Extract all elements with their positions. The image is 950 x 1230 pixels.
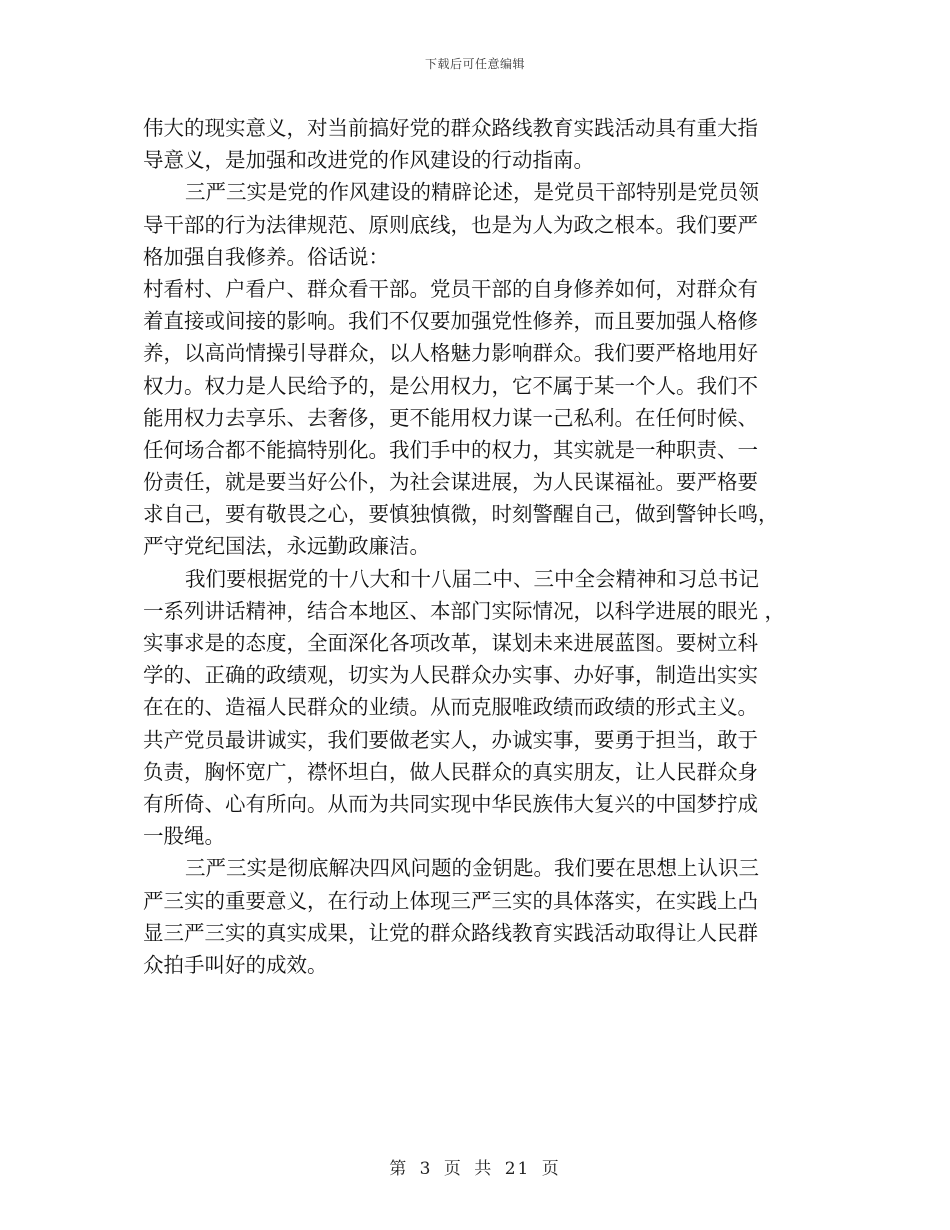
text-line: 有所倚、心有所向。从而为共同实现中华民族伟大复兴的中国梦拧成 <box>143 791 758 816</box>
text-line: 格加强自我修养。俗话说： <box>143 244 389 269</box>
text-line: 导干部的行为法律规范、原则底线，也是为人为政之根本。我们要严 <box>143 212 758 237</box>
page-footer: 第 3 页 共 21 页 <box>389 1159 561 1179</box>
document-body <box>143 112 811 981</box>
paragraph <box>143 112 811 176</box>
page-header: 下载后可任意编辑 <box>424 57 525 71</box>
paragraph <box>143 176 811 273</box>
text-line: 权力。权力是人民给予的，是公用权力，它不属于某一个人。我们不 <box>143 373 758 398</box>
text-line: 伟大的现实意义，对当前搞好党的群众路线教育实践活动具有重大指 <box>143 116 758 140</box>
text-line: 实事求是的态度，全面深化各项改革，谋划未来进展蓝图。要树立科 <box>143 631 758 655</box>
paragraph <box>143 273 811 563</box>
text-line: 养，以高尚情操引导群众，以人格魅力影响群众。我们要严格地用好 <box>143 341 758 366</box>
text-line: 三严三实是党的作风建设的精辟论述，是党员干部特别是党员领 <box>185 180 759 205</box>
text-line: 严三实的重要意义，在行动上体现三严三实的具体落实，在实践上凸 <box>143 888 758 913</box>
text-line: 负责，胸怀宽广，襟怀坦白，做人民群众的真实朋友，让人民群众身 <box>143 759 758 784</box>
text-line: 能用权力去享乐、去奢侈，更不能用权力谋一己私利。在任何时候、 <box>143 405 758 430</box>
text-line: 三严三实是彻底解决四风问题的金钥匙。我们要在思想上认识三 <box>185 856 759 881</box>
text-line: 学的、正确的政绩观，切实为人民群众办实事、办好事，制造出实实 <box>143 663 758 688</box>
text-line: 着直接或间接的影响。我们不仅要加强党性修养，而且要加强人格修 <box>143 309 758 334</box>
text-line: 严守党纪国法，永远勤政廉洁。 <box>143 534 430 559</box>
paragraph <box>143 563 811 853</box>
text-line: 村看村、户看户、群众看干部。党员干部的自身修养如何，对群众有 <box>143 276 758 301</box>
text-line: 求自己，要有敬畏之心，要慎独慎微，时刻警醒自己，做到警钟长鸣， <box>143 502 779 527</box>
paragraph <box>143 852 811 981</box>
text-line: 一股绳。 <box>143 824 225 849</box>
text-line: 一系列讲话精神，结合本地区、本部门实际情况，以科学进展的眼光 ， <box>143 598 786 623</box>
text-line: 我们要根据党的十八大和十八届二中、三中全会精神和习总书记 <box>185 566 759 591</box>
text-line: 共产党员最讲诚实，我们要做老实人，办诚实事，要勇于担当，敢于 <box>143 727 758 752</box>
text-line: 显三严三实的真实成果，让党的群众路线教育实践活动取得让人民群 <box>143 920 758 945</box>
text-line: 份责任，就是要当好公仆，为社会谋进展，为人民谋福祉。要严格要 <box>143 470 758 495</box>
text-line: 任何场合都不能搞特别化。我们手中的权力，其实就是一种职责、一 <box>143 437 758 462</box>
text-line: 在在的、造福人民群众的业绩。从而克服唯政绩而政绩的形式主义。 <box>143 695 758 720</box>
text-line: 众拍手叫好的成效。 <box>143 952 328 977</box>
text-line: 导意义，是加强和改进党的作风建设的行动指南。 <box>143 148 594 173</box>
